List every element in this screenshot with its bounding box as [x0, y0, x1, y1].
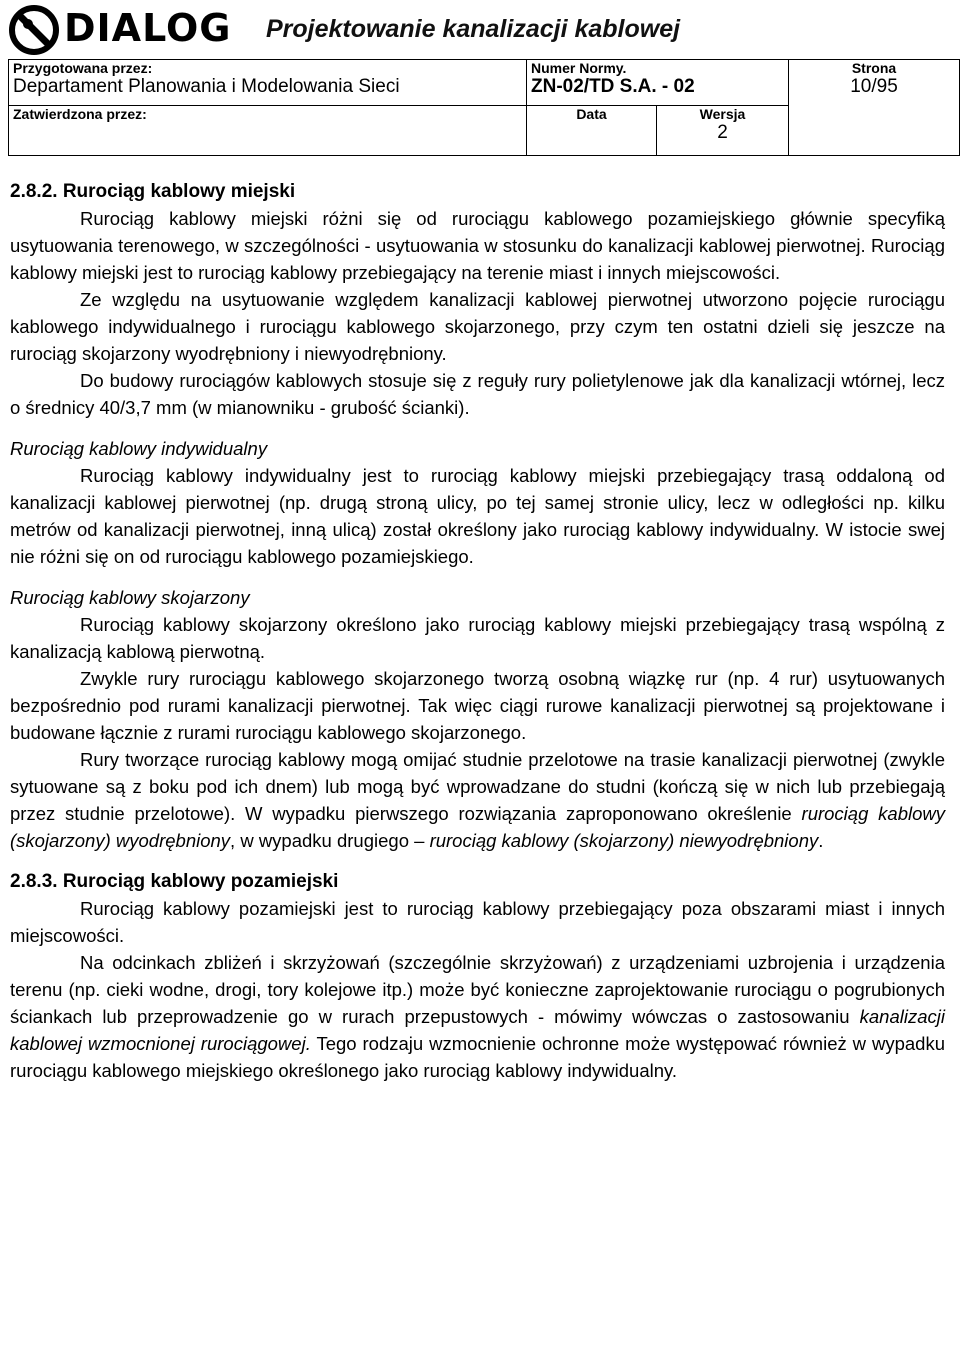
paragraph: Zwykle rury rurociągu kablowego skojarzonego tworzą osobną wiązkę rur (np. 4 rur) usytuowanych bezpośrednio pod rurami kanalizacji pierwotnej. Tak więc ciągi rurowe kanalizacji pierwotnej są projektowane i budowane łącznie z rurami rurociągu kablowego skojarzonego. — [10, 668, 945, 743]
section-heading-2-8-2: 2.8.2. Rurociąg kablowy miejski — [10, 181, 296, 202]
version-cell — [657, 106, 789, 156]
logo-wordmark: DIALOG — [64, 6, 232, 50]
paragraph: Do budowy rurociągów kablowych stosuje się z reguły rury polietylenowe jak dla kanalizacji wtórnej, lecz o średnicy 40/3,7 mm (w mianowniku - grubość ścianki). — [10, 370, 945, 418]
norm-number-cell — [527, 60, 789, 106]
text-run: Rury tworzące rurociąg kablowy mogą omijać studnie przelotowe na trasie kanalizacji pierwotnej (zwykle sytuowane są z boku pod ich dnem) lub mogą być wprowadzane do studni (kończą się w nich lub przebiegają przez studnie przelotowe). W wypadku pierwszego rozwiązania zaproponowano określenie — [10, 749, 945, 824]
page-label: Strona — [851, 60, 897, 76]
paragraph: Ze względu na usytuowanie względem kanalizacji kablowej pierwotnej utworzono pojęcie rurociągu kablowego indywidualnego i rurociągu kablowego skojarzonego, przy czym ten ostatni dzieli się jeszcze na rurociąg skojarzony wyodrębniony i niewyodrębniony. — [10, 289, 945, 364]
italic-term: rurociąg kablowy (skojarzony) wyodrębniony — [10, 803, 945, 851]
italic-term: rurociąg kablowy (skojarzony) niewyodrębniony — [429, 830, 819, 851]
paragraph: Rurociąg kablowy miejski różni się od rurociągu kablowego pozamiejskiego głównie specyfiką usytuowania terenowego, w szczególności - usytuowania w stosunku do kanalizacji kablowej pierwotnej. Rurociąg kablowy miejski jest to rurociąg kablowy przebiegający na terenie miast i innych miejscowości. — [10, 208, 945, 283]
version-label: Wersja — [699, 106, 746, 122]
subsection-title-individual: Rurociąg kablowy indywidualny — [10, 438, 268, 459]
document-title: Projektowanie kanalizacji kablowej — [266, 15, 681, 43]
prepared-by-label: Przygotowana przez: — [13, 60, 153, 76]
paragraph: Rurociąg kablowy pozamiejski jest to rurociąg kablowy przebiegający poza obszarami miast i innych miejscowości. — [10, 898, 945, 946]
paragraph: Rurociąg kablowy skojarzony określono jako rurociąg kablowy miejski przebiegający trasą wspólną z kanalizacją kablową pierwotną. — [10, 614, 945, 662]
section-heading-2-8-3: 2.8.3. Rurociąg kablowy pozamiejski — [10, 871, 339, 892]
document-info-table — [8, 59, 960, 156]
text-run: Tego rodzaju wzmocnienie ochronne może występować również w wypadku rurociągu kablowego miejskiego określonego jako rurociąg kablowy indywidualny. — [10, 1033, 945, 1081]
approved-by-label: Zatwierdzona przez: — [13, 106, 147, 122]
dialog-logo — [8, 4, 253, 56]
prepared-by-cell — [9, 60, 527, 106]
italic-term: kanalizacji kablowej wzmocnionej rurociągowej. — [10, 1006, 945, 1054]
page-number-cell — [789, 60, 960, 156]
date-cell — [527, 106, 657, 156]
text-run: Na odcinkach zbliżeń i skrzyżowań (szczególnie skrzyżowań) z urządzeniami uzbrojenia i urządzenia terenu (np. cieki wodne, drogi, tory kolejowe itp.) może być konieczne zaprojektowanie rurociągu o pogrubionych ściankach lub przeprowadzenie go w rurach przepustowych - mówimy wówczas o zastosowaniu — [10, 952, 945, 1027]
paragraph — [10, 746, 945, 854]
subsection-title-associated: Rurociąg kablowy skojarzony — [10, 587, 250, 608]
dialog-logo-icon — [8, 4, 60, 56]
paragraph: Rurociąg kablowy indywidualny jest to rurociąg kablowy miejski przebiegający trasą oddaloną od kanalizacji kablowej pierwotnej (np. drugą stroną ulicy, po tej samej stronie ulicy, lecz w odległości np. kilku metrów od kanalizacji pierwotnej, inną ulicą) został określony jako rurociąg kablowy indywidualny. W istocie swej nie różni się on od rurociągu kablowego pozamiejskiego. — [10, 465, 945, 567]
date-label: Data — [576, 106, 607, 122]
norm-number-value: ZN-02/TD S.A. - 02 — [531, 76, 695, 97]
page-number: 10/95 — [850, 76, 898, 97]
norm-number-label: Numer Normy. — [531, 60, 627, 76]
text-run: . — [818, 830, 824, 851]
document-body — [10, 178, 945, 1084]
prepared-by-value: Departament Planowania i Modelowania Sieci — [13, 76, 400, 97]
approved-by-cell — [9, 106, 527, 156]
text-run: , w wypadku drugiego – — [230, 830, 430, 851]
paragraph — [10, 949, 945, 1084]
version-value: 2 — [717, 122, 728, 143]
page-header — [8, 4, 960, 56]
